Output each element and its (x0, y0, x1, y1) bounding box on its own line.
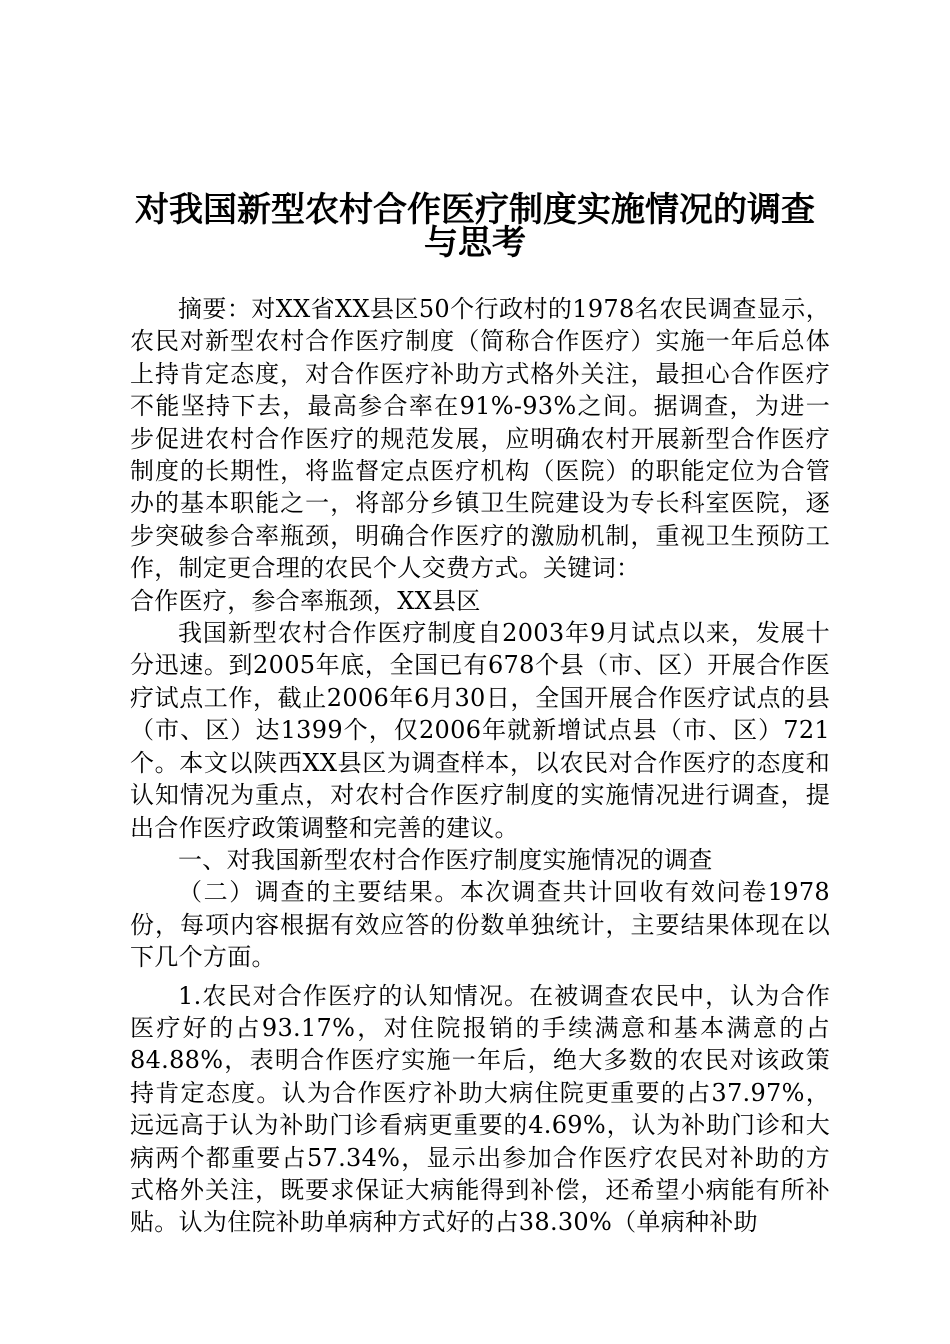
cognition-paragraph: 1.农民对合作医疗的认知情况。在被调查农民中，认为合作医疗好的占93.17%，对住院报销的手续满意和基本满意的占84.88%，表明合作医疗实施一年后，绝大多数的农民对该政策持肯定态度。认为合作医疗补助大病住院更重要的占37.97%，远远高于认为补助门诊看病更重要的4.69%，认为补助门诊和大病两个都重要占57.34%，显示出参加合作医疗农民对补助的方式格外关注，既要求保证大病能得到补偿，还希望小病能有所补贴。认为住院补助单病种方式好的占38.30%（单病种补助 (130, 981, 830, 1237)
document-title-line-2: 与思考 (424, 223, 526, 263)
document-title-line-1: 对我国新型农村合作医疗制度实施情况的调查 (135, 190, 815, 230)
keywords-paragraph: 合作医疗，参合率瓶颈，XX县区 (130, 586, 481, 615)
results-paragraph: （二）调查的主要结果。本次调查共计回收有效问卷1978份，每项内容根据有效应答的份数单独统计，主要结果体现在以下几个方面。 (130, 878, 830, 972)
section-heading: 一、对我国新型农村合作医疗制度实施情况的调查 (178, 845, 713, 874)
intro-paragraph: 我国新型农村合作医疗制度自2003年9月试点以来，发展十分迅速。到2005年底，全国已有678个县（市、区）开展合作医疗试点工作，截止2006年6月30日，全国开展合作医疗试点的县（市、区）达1399个，仅2006年就新增试点县（市、区）721个。本文以陕西XX县区为调查样本，以农民对合作医疗的态度和认知情况为重点，对农村合作医疗制度的实施情况进行调查，提出合作医疗政策调整和完善的建议。 (130, 619, 830, 842)
abstract-paragraph: 摘要：对XX省XX县区50个行政村的1978名农民调查显示，农民对新型农村合作医疗制度（简称合作医疗）实施一年后总体上持肯定态度，对合作医疗补助方式格外关注，最担心合作医疗不能坚持下去，最高参合率在91%-93%之间。据调查，为进一步促进农村合作医疗的规范发展，应明确农村开展新型合作医疗制度的长期性，将监督定点医疗机构（医院）的职能定位为合管办的基本职能之一，将部分乡镇卫生院建设为专长科室医院，逐步突破参合率瓶颈，明确合作医疗的激励机制，重视卫生预防工作，制定更合理的农民个人交费方式。关键词： (130, 295, 830, 583)
document-body (130, 293, 830, 1239)
